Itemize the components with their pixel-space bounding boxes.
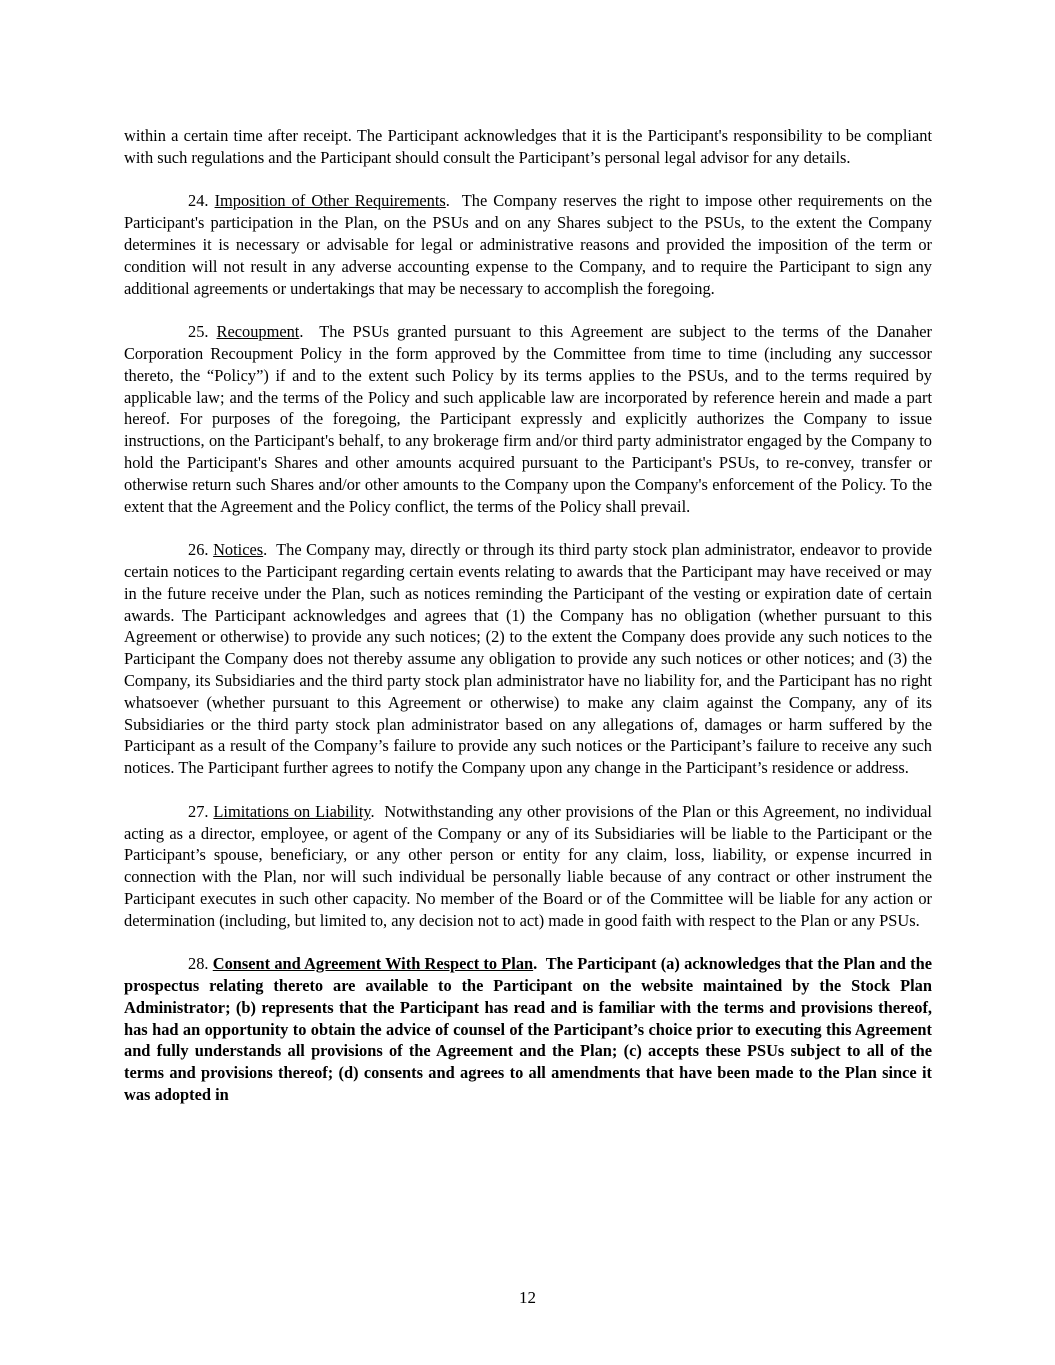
section-heading: Imposition of Other Requirements [214,191,446,211]
page-number: 12 [519,1288,536,1307]
section-24: 24. Imposition of Other Requirements. The Company reserves the right to impose other requirements on the Participant's participation in the Plan, on the PSUs and on any Shares subject to the PSUs, to the extent the Company determines it is necessary or advisable for legal or administrative reasons and provided the imposition of the term or condition will not result in any adverse accounting expense to the Company, and to require the Participant to sign any additional agreements or undertakings that may be necessary to accomplish the foregoing. [124,191,932,298]
document-page [124,125,932,1128]
section-28: 28. Consent and Agreement With Respect to Plan. The Participant (a) acknowledges that the Plan and the prospectus relating thereto are available to the Participant on the website maintained by the Stock Plan Administrator; (b) represents that the Participant has read and is familiar with the terms and provisions thereof, has had an opportunity to obtain the advice of counsel of the Participant’s choice prior to executing this Agreement and fully understands all provisions of the Agreement and the Plan; (c) accepts these PSUs subject to all of the terms and provisions thereof; (d) consents and agrees to all amendments that have been made to the Plan since it was adopted in [124,954,932,1105]
section-body: Notwithstanding any other provisions of the Plan or this Agreement, no individual acting as a director, employee, or agent of the Company or any of its Subsidiaries will be liable to the Participant or the Participant’s spouse, beneficiary, or any other person or entity for any claim, loss, liability, or expense incurred in connection with the Plan, nor will such individual be personally liable because of any contract or other instrument the Participant executes in such other capacity. No member of the Board or of the Committee will be liable for any action or determination (including, but limited to, any decision not to act) made in good faith with respect to the Plan or any PSUs. [124,801,932,930]
section-body: The Participant (a) acknowledges that the Plan and the prospectus relating thereto are available to the Participant on the website maintained by the Stock Plan Administrator; (b) represents that the Participant has read and is familiar with the terms and provisions thereof, has had an opportunity to obtain the advice of counsel of the Participant’s choice prior to executing this Agreement and fully understands all provisions of the Agreement and the Plan; (c) accepts these PSUs subject to all of the terms and provisions thereof; (d) consents and agrees to all amendments that have been made to the Plan since it was adopted in [124,954,932,1105]
section-number: 26. [188,540,209,560]
section-number: 24. [188,191,209,211]
section-body: The Company may, directly or through its third party stock plan administrator, endeavor to provide certain notices to the Participant regarding certain events relating to awards that the Participant may have received or may in the future receive under the Plan, such as notices reminding the Participant of the vesting or expiration date of certain awards. The Participant acknowledges and agrees that (1) the Company has no obligation (whether pursuant to this Agreement or otherwise) to provide any such notices; (2) to the extent the Company does provide any such notices to the Participant the Company does not thereby assume any obligation to provide any such notices or other notices; and (3) the Company, its Subsidiaries and the third party stock plan administrator have no liability for, and the Participant has no right whatsoever (whether pursuant to this Agreement or otherwise) to make any claim against the Company, any of its Subsidiaries or the third party stock plan administrator based on any allegations of, damages or harm suffered by the Participant as a result of the Company’s failure to provide any such notices or the Participant’s failure to receive any such notices. The Participant further agrees to notify the Company upon any change in the Participant’s residence or address. [124,540,932,778]
section-number: 27. [188,801,209,821]
continuation-paragraph: within a certain time after receipt. The Participant acknowledges that it is the Participant's responsibility to be compliant with such regulations and the Participant should consult the Participant’s personal legal advisor for any details. [124,126,932,167]
section-body: The Company reserves the right to impose other requirements on the Participant's participation in the Plan, on the PSUs and on any Shares subject to the PSUs, to the extent the Company determines it is necessary or advisable for legal or administrative reasons and provided the imposition of the term or condition will not result in any adverse accounting expense to the Company, and to require the Participant to sign any additional agreements or undertakings that may be necessary to accomplish the foregoing. [124,191,932,298]
section-heading: Recoupment [216,322,300,342]
section-heading: Notices [213,540,264,560]
section-number: 28. [188,954,209,974]
section-body: The PSUs granted pursuant to this Agreement are subject to the terms of the Danaher Corporation Recoupment Policy in the form approved by the Committee from time to time (including any successor thereto, the “Policy”) if and to the extent such Policy by its terms applies to the PSUs, and to the terms required by applicable law; and the terms of the Policy and such applicable law are incorporated by reference herein and made a part hereof. For purposes of the foregoing, the Participant expressly and explicitly authorizes the Company to issue instructions, on the Participant's behalf, to any brokerage firm and/or third party administrator engaged by the Company to hold the Participant's Shares and other amounts acquired pursuant to the Participant's PSUs, to re-convey, transfer or otherwise return such Shares and/or other amounts to the Company upon the Company's enforcement of the Policy. To the extent that the Agreement and the Policy conflict, the terms of the Policy shall prevail. [124,322,932,516]
section-25: 25. Recoupment. The PSUs granted pursuant to this Agreement are subject to the terms of the Danaher Corporation Recoupment Policy in the form approved by the Committee from time to time (including any successor thereto, the “Policy”) if and to the extent such Policy by its terms applies to the PSUs, and to the terms required by applicable law; and the terms of the Policy and such applicable law are incorporated by reference herein and made a part hereof. For purposes of the foregoing, the Participant expressly and explicitly authorizes the Company to issue instructions, on the Participant's behalf, to any brokerage firm and/or third party administrator engaged by the Company to hold the Participant's Shares and other amounts acquired pursuant to the Participant's PSUs, to re-convey, transfer or otherwise return such Shares and/or other amounts to the Company upon the Company's enforcement of the Policy. To the extent that the Agreement and the Policy conflict, the terms of the Policy shall prevail. [124,322,932,516]
section-27: 27. Limitations on Liability. Notwithstanding any other provisions of the Plan or this Agreement, no individual acting as a director, employee, or agent of the Company or any of its Subsidiaries will be liable to the Participant or the Participant’s spouse, beneficiary, or any other person or entity for any claim, loss, liability, or expense incurred in connection with the Plan, nor will such individual be personally liable because of any contract or other instrument the Participant executes in such other capacity. No member of the Board or of the Committee will be liable for any action or determination (including, but limited to, any decision not to act) made in good faith with respect to the Plan or any PSUs. [124,801,932,930]
section-heading: Consent and Agreement With Respect to Plan [212,954,534,974]
section-number: 25. [188,322,209,342]
section-heading: Limitations on Liability [213,801,371,821]
section-26: 26. Notices. The Company may, directly or through its third party stock plan administrator, endeavor to provide certain notices to the Participant regarding certain events relating to awards that the Participant may have received or may in the future receive under the Plan, such as notices reminding the Participant of the vesting or expiration date of certain awards. The Participant acknowledges and agrees that (1) the Company has no obligation (whether pursuant to this Agreement or otherwise) to provide any such notices; (2) to the extent the Company does provide any such notices to the Participant the Company does not thereby assume any obligation to provide any such notices or other notices; and (3) the Company, its Subsidiaries and the third party stock plan administrator have no liability for, and the Participant has no right whatsoever (whether pursuant to this Agreement or otherwise) to make any claim against the Company, any of its Subsidiaries or the third party stock plan administrator based on any allegations of, damages or harm suffered by the Participant as a result of the Company’s failure to provide any such notices or the Participant’s failure to receive any such notices. The Participant further agrees to notify the Company upon any change in the Participant’s residence or address. [124,540,932,778]
